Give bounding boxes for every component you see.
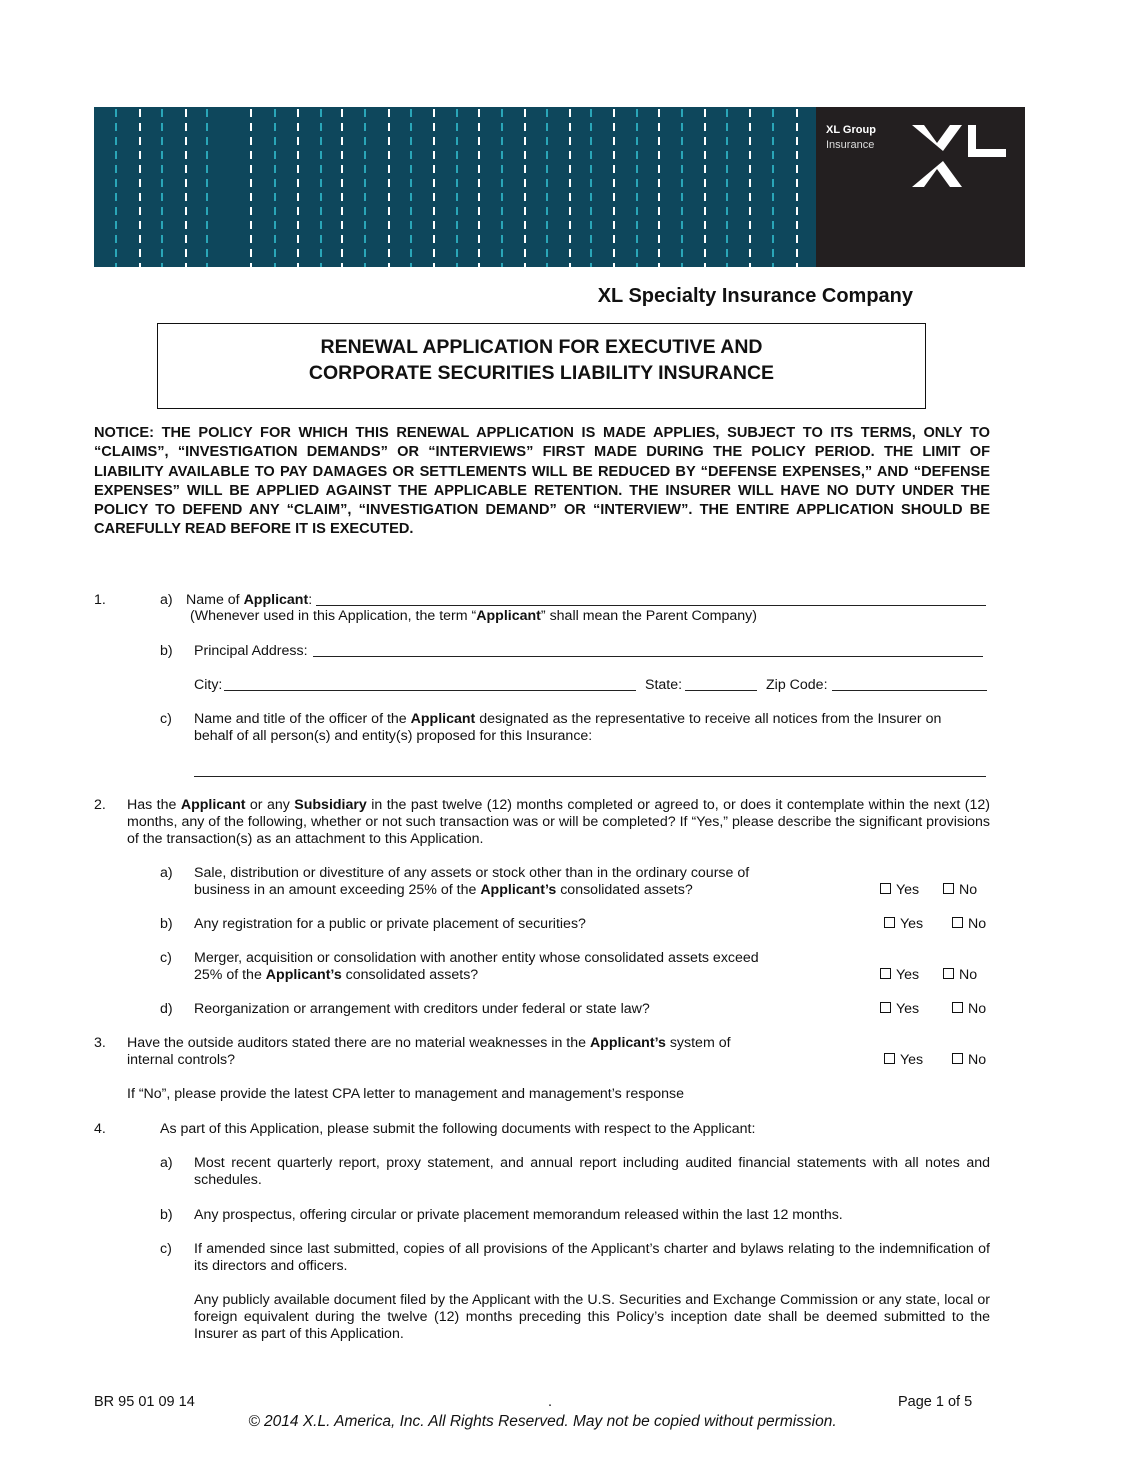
banner-stripes-panel bbox=[94, 107, 816, 267]
principal-address-label: Principal Address: bbox=[194, 643, 308, 659]
checkbox-icon bbox=[884, 1053, 895, 1064]
checkbox-icon bbox=[952, 1002, 963, 1013]
q2c-no-checkbox[interactable]: No bbox=[943, 967, 977, 984]
brand-name: XL Group bbox=[826, 124, 876, 136]
q2c-letter: c) bbox=[160, 950, 172, 966]
q2d-yes-checkbox[interactable]: Yes bbox=[880, 1001, 919, 1018]
q2c-yes-checkbox[interactable]: Yes bbox=[880, 967, 919, 984]
zip-field[interactable] bbox=[832, 690, 987, 691]
q2d-letter: d) bbox=[160, 1001, 173, 1017]
principal-address-field[interactable] bbox=[313, 656, 983, 657]
brand-subtitle: Insurance bbox=[826, 139, 875, 151]
q3-number: 3. bbox=[94, 1035, 106, 1051]
company-name: XL Specialty Insurance Company bbox=[597, 285, 913, 307]
stripes-pattern bbox=[94, 107, 816, 267]
q4b-text: Any prospectus, offering circular or private placement memorandum released within the last 12 months. bbox=[194, 1207, 843, 1223]
title-box bbox=[157, 323, 926, 409]
header-banner bbox=[94, 107, 1025, 267]
q4c-text: If amended since last submitted, copies of all provisions of the Applicant’s charter and bylaws relating to the indemnification of its directors and officers. bbox=[194, 1241, 990, 1274]
q1-number: 1. bbox=[94, 592, 106, 608]
checkbox-icon bbox=[880, 968, 891, 979]
xl-logo-icon bbox=[912, 125, 1012, 191]
title-line-1: RENEWAL APPLICATION FOR EXECUTIVE AND bbox=[320, 336, 763, 358]
q4a-letter: a) bbox=[160, 1155, 173, 1171]
q2a-yes-checkbox[interactable]: Yes bbox=[880, 882, 919, 899]
q1a-note: (Whenever used in this Application, the term “Applicant” shall mean the Parent Company) bbox=[190, 608, 757, 624]
q2a-line1: Sale, distribution or divestiture of any assets or stock other than in the ordinary course of bbox=[194, 865, 750, 881]
q3-yes-checkbox[interactable]: Yes bbox=[884, 1052, 923, 1069]
city-field[interactable] bbox=[224, 690, 636, 691]
q3-line2: internal controls? bbox=[127, 1052, 236, 1068]
q2a-line2: business in an amount exceeding 25% of the Applicant’s consolidated assets? bbox=[194, 882, 693, 898]
applicant-name-field[interactable] bbox=[316, 605, 986, 606]
footer-dot: . bbox=[548, 1394, 553, 1410]
officer-name-field[interactable] bbox=[194, 776, 986, 777]
q3-no-checkbox[interactable]: No bbox=[952, 1052, 986, 1069]
banner-brand-panel bbox=[816, 107, 1025, 267]
form-number: BR 95 01 09 14 bbox=[94, 1394, 195, 1410]
q1b-letter: b) bbox=[160, 643, 173, 659]
copyright-notice: © 2014 X.L. America, Inc. All Rights Reserved. May not be copied without permission. bbox=[248, 1413, 837, 1430]
q4-closing: Any publicly available document filed by the Applicant with the U.S. Securities and Exchange Commission or any state, local or foreign equivalent during the twelve (12) months preceding this Policy’s inception date shall be deemed submitted to the Insurer as part of this Application. bbox=[194, 1292, 990, 1342]
q1a-label: Name of Applicant: bbox=[186, 592, 313, 608]
state-field[interactable] bbox=[685, 690, 757, 691]
city-label: City: bbox=[194, 677, 223, 693]
q2-number: 2. bbox=[94, 797, 106, 813]
q4-intro: As part of this Application, please submit the following documents with respect to the Applicant: bbox=[160, 1121, 756, 1137]
q2c-line1: Merger, acquisition or consolidation with another entity whose consolidated assets exceed bbox=[194, 950, 759, 966]
q4b-letter: b) bbox=[160, 1207, 173, 1223]
checkbox-icon bbox=[943, 883, 954, 894]
q2b-line1: Any registration for a public or private placement of securities? bbox=[194, 916, 586, 932]
checkbox-icon bbox=[880, 1002, 891, 1013]
q3-line1: Have the outside auditors stated there are no material weaknesses in the Applicant’s system of bbox=[127, 1035, 731, 1051]
q2a-letter: a) bbox=[160, 865, 173, 881]
checkbox-icon bbox=[880, 883, 891, 894]
notice-paragraph: NOTICE: THE POLICY FOR WHICH THIS RENEWAL APPLICATION IS MADE APPLIES, SUBJECT TO ITS TERMS, ONLY TO “CLAIMS”, “INVESTIGATION DEMANDS” OR “INTERVIEWS” FIRST MADE DURING THE POLICY PERIOD. THE LIMIT OF LIABILITY AVAILABLE TO PAY DAMAGES OR SETTLEMENTS WILL BE REDUCED BY “DEFENSE EXPENSES,” AND “DEFENSE EXPENSES” WILL BE APPLIED AGAINST THE APPLICABLE RETENTION. THE INSURER WILL HAVE NO DUTY UNDER THE POLICY TO DEFEND ANY “CLAIM”, “INVESTIGATION DEMAND” OR “INTERVIEW”. THE ENTIRE APPLICATION SHOULD BE CAREFULLY READ BEFORE IT IS EXECUTED. bbox=[94, 425, 990, 538]
state-label: State: bbox=[645, 677, 683, 693]
q2-intro: Has the Applicant or any Subsidiary in the past twelve (12) months completed or agreed to, or does it contemplate within the next (12) months, any of the following, whether or not such transaction was or will be completed? If “Yes,” please describe the significant provisions of the transaction(s) as an attachment to this Application. bbox=[127, 797, 990, 847]
q4-number: 4. bbox=[94, 1121, 106, 1137]
q3-followup: If “No”, please provide the latest CPA letter to management and management’s response bbox=[127, 1086, 685, 1102]
checkbox-icon bbox=[884, 917, 895, 928]
title-line-2: CORPORATE SECURITIES LIABILITY INSURANCE bbox=[308, 362, 775, 384]
q4c-letter: c) bbox=[160, 1241, 172, 1257]
page-number: Page 1 of 5 bbox=[898, 1394, 973, 1410]
q2b-yes-checkbox[interactable]: Yes bbox=[884, 916, 923, 933]
zip-label: Zip Code: bbox=[766, 677, 828, 693]
q2b-no-checkbox[interactable]: No bbox=[952, 916, 986, 933]
q1c-text-line2: behalf of all person(s) and entity(s) proposed for this Insurance: bbox=[194, 728, 593, 744]
checkbox-icon bbox=[952, 1053, 963, 1064]
q2b-letter: b) bbox=[160, 916, 173, 932]
q1c-text: Name and title of the officer of the Applicant designated as the representative to receive all notices from the Insurer on bbox=[194, 711, 942, 727]
checkbox-icon bbox=[943, 968, 954, 979]
checkbox-icon bbox=[952, 917, 963, 928]
q2a-no-checkbox[interactable]: No bbox=[943, 882, 977, 899]
q2c-line2: 25% of the Applicant’s consolidated assets? bbox=[194, 967, 479, 983]
q4a-text: Most recent quarterly report, proxy statement, and annual report including audited financial statements with all notes and schedules. bbox=[194, 1155, 990, 1188]
q1a-letter: a) bbox=[160, 592, 173, 608]
q2d-line1: Reorganization or arrangement with creditors under federal or state law? bbox=[194, 1001, 650, 1017]
q1c-letter: c) bbox=[160, 711, 172, 727]
q2d-no-checkbox[interactable]: No bbox=[952, 1001, 986, 1018]
